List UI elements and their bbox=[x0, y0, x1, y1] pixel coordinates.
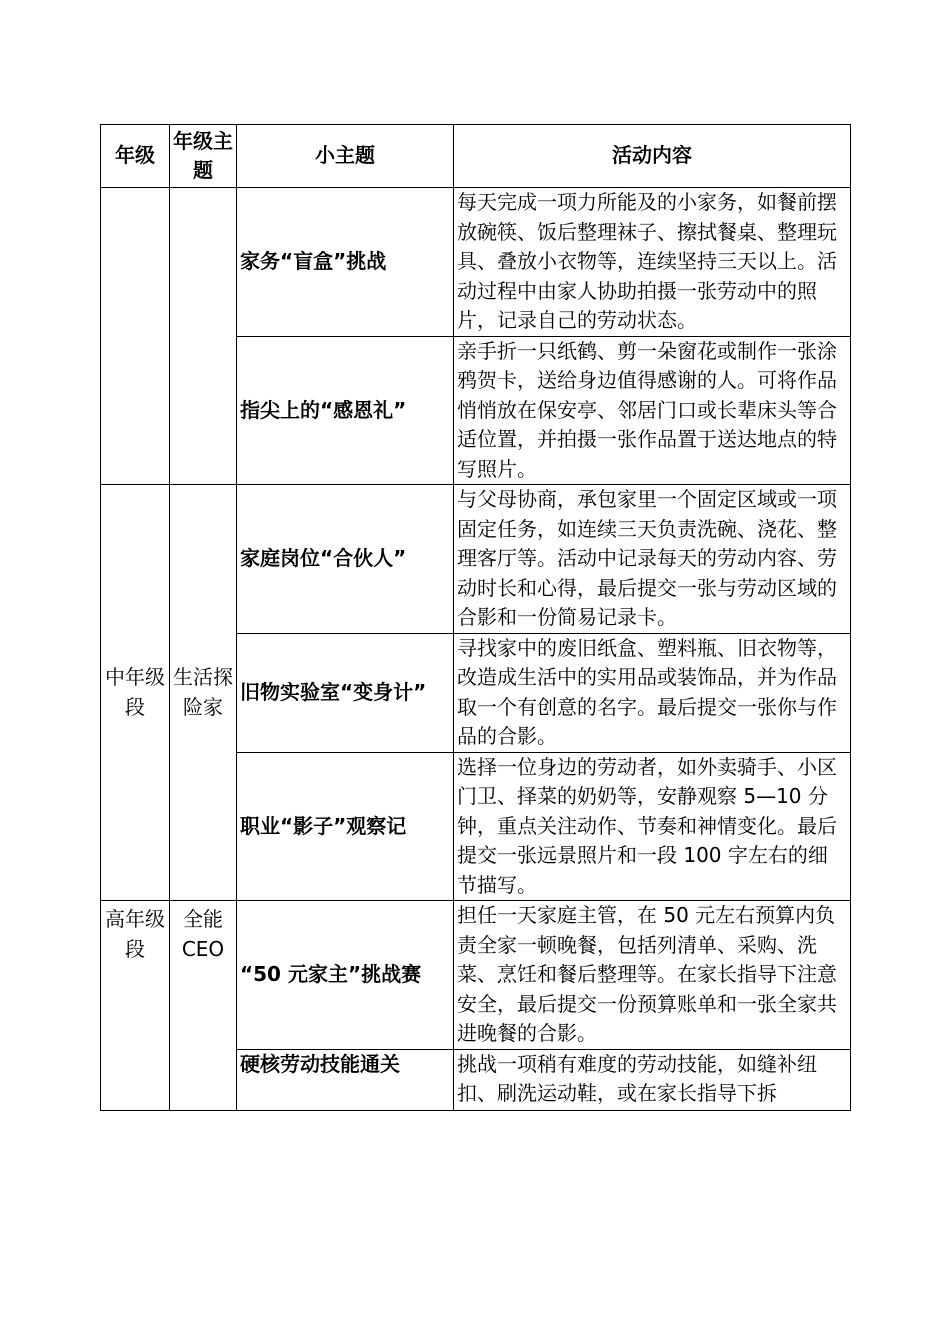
theme-cell bbox=[170, 188, 237, 485]
table-row bbox=[101, 188, 851, 337]
subtheme-cell: “50 元家主”挑战赛 bbox=[237, 901, 454, 1050]
subtheme-cell: 旧物实验室“变身计” bbox=[237, 633, 454, 752]
content-cell: 每天完成一项力所能及的小家务，如餐前摆放碗筷、饭后整理袜子、擦拭餐桌、整理玩具、叠放小衣物等，连续坚持三天以上。活动过程中由家人协助拍摄一张劳动中的照片，记录自己的劳动状态。 bbox=[454, 188, 851, 337]
table-row bbox=[101, 901, 851, 1050]
subtheme-cell: 家务“盲盒”挑战 bbox=[237, 188, 454, 337]
header-content: 活动内容 bbox=[454, 125, 851, 188]
table-row bbox=[101, 485, 851, 634]
grade-cell bbox=[101, 188, 170, 485]
theme-cell: 全能CEO bbox=[170, 901, 237, 1111]
header-grade: 年级 bbox=[101, 125, 170, 188]
subtheme-cell: 指尖上的“感恩礼” bbox=[237, 336, 454, 485]
subtheme-cell: 职业“影子”观察记 bbox=[237, 752, 454, 901]
content-cell: 担任一天家庭主管，在 50 元左右预算内负责全家一顿晚餐，包括列清单、采购、洗菜、烹饪和餐后整理等。在家长指导下注意安全，最后提交一份预算账单和一张全家共进晚餐的合影。 bbox=[454, 901, 851, 1050]
grade-cell: 中年级段 bbox=[101, 485, 170, 901]
header-row bbox=[101, 125, 851, 188]
content-cell: 寻找家中的废旧纸盒、塑料瓶、旧衣物等，改造成生活中的实用品或装饰品，并为作品取一个有创意的名字。最后提交一张你与作品的合影。 bbox=[454, 633, 851, 752]
grade-cell: 高年级段 bbox=[101, 901, 170, 1111]
content-cell: 选择一位身边的劳动者，如外卖骑手、小区门卫、择菜的奶奶等，安静观察 5—10 分钟，重点关注动作、节奏和神情变化。最后提交一张远景照片和一段 100 字左右的细节描写。 bbox=[454, 752, 851, 901]
subtheme-cell: 硬核劳动技能通关 bbox=[237, 1049, 454, 1110]
activity-table bbox=[100, 124, 851, 1111]
header-grade-theme: 年级主题 bbox=[170, 125, 237, 188]
theme-cell: 生活探险家 bbox=[170, 485, 237, 901]
content-cell: 亲手折一只纸鹤、剪一朵窗花或制作一张涂鸦贺卡，送给身边值得感谢的人。可将作品悄悄放在保安亭、邻居门口或长辈床头等合适位置，并拍摄一张作品置于送达地点的特写照片。 bbox=[454, 336, 851, 485]
subtheme-cell: 家庭岗位“合伙人” bbox=[237, 485, 454, 634]
content-cell-partial bbox=[454, 1049, 851, 1110]
content-cell: 与父母协商，承包家里一个固定区域或一项固定任务，如连续三天负责洗碗、浇花、整理客厅等。活动中记录每天的劳动内容、劳动时长和心得，最后提交一张与劳动区域的合影和一份简易记录卡。 bbox=[454, 485, 851, 634]
content-text-partial: 挑战一项稍有难度的劳动技能，如缝补纽扣、刷洗运动鞋，或在家长指导下拆 bbox=[457, 1051, 817, 1105]
header-subtheme: 小主题 bbox=[237, 125, 454, 188]
